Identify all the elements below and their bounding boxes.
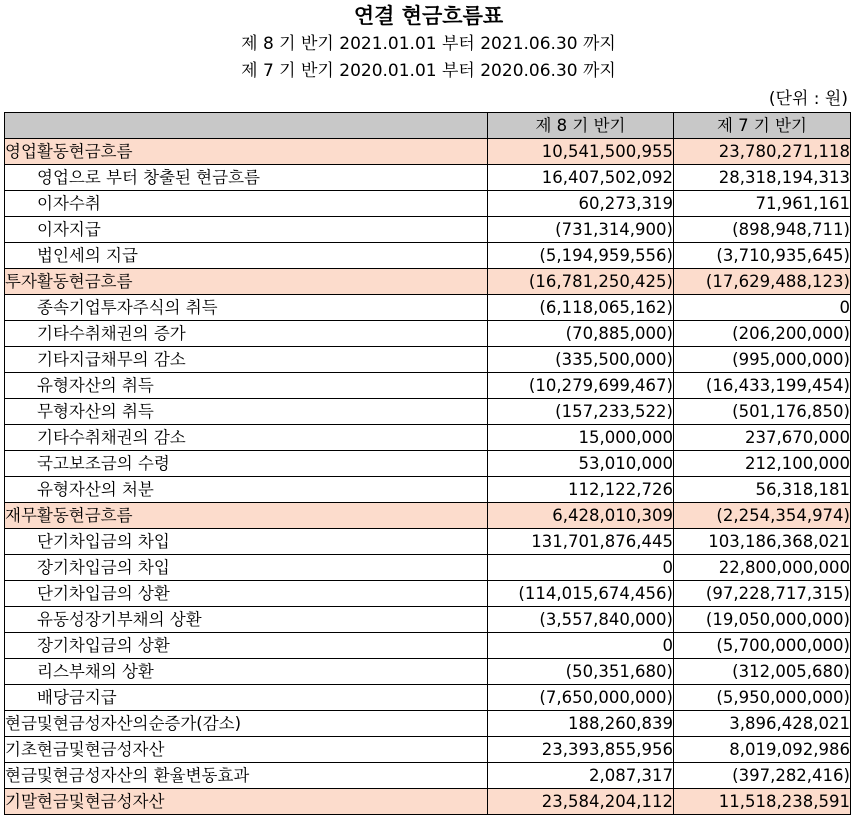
previous-value: (898,948,711) (674, 217, 851, 243)
current-value: 23,393,855,956 (488, 737, 674, 763)
cash-flow-table (4, 112, 851, 815)
section-row-ending-cash (5, 789, 851, 815)
current-value: (335,500,000) (488, 347, 674, 373)
row-label: 유형자산의 처분 (5, 477, 488, 503)
row-label: 현금및현금성자산의순증가(감소) (5, 711, 488, 737)
previous-value: (5,950,000,000) (674, 685, 851, 711)
current-value: (70,885,000) (488, 321, 674, 347)
previous-value: (5,700,000,000) (674, 633, 851, 659)
row-label: 유동성장기부채의 상환 (5, 607, 488, 633)
row-label: 기말현금및현금성자산 (5, 789, 488, 815)
header-current-period: 제 8 기 반기 (488, 113, 674, 139)
previous-value: 103,186,368,021 (674, 529, 851, 555)
current-value: 60,273,319 (488, 191, 674, 217)
previous-value: (397,282,416) (674, 763, 851, 789)
current-value: 15,000,000 (488, 425, 674, 451)
section-row-operating (5, 139, 851, 165)
row-label: 단기차입금의 상환 (5, 581, 488, 607)
previous-value: (501,176,850) (674, 399, 851, 425)
previous-value: 71,961,161 (674, 191, 851, 217)
period-previous: 제 7 기 반기 2020.01.01 부터 2020.06.30 까지 (241, 61, 616, 81)
current-value: 10,541,500,955 (488, 139, 674, 165)
table-row (5, 711, 851, 737)
previous-value: 3,896,428,021 (674, 711, 851, 737)
row-label: 기타수취채권의 감소 (5, 425, 488, 451)
row-label: 기초현금및현금성자산 (5, 737, 488, 763)
statement-title: 연결 현금흐름표 (353, 4, 504, 28)
table-header-row (5, 113, 851, 139)
table-row (5, 347, 851, 373)
table-row (5, 191, 851, 217)
current-value: (50,351,680) (488, 659, 674, 685)
row-label: 장기차입금의 상환 (5, 633, 488, 659)
previous-value: (206,200,000) (674, 321, 851, 347)
period-current: 제 8 기 반기 2021.01.01 부터 2021.06.30 까지 (241, 34, 616, 54)
current-value: (10,279,699,467) (488, 373, 674, 399)
table-row (5, 659, 851, 685)
row-label: 장기차입금의 차입 (5, 555, 488, 581)
row-label: 기타지급채무의 감소 (5, 347, 488, 373)
table-row (5, 399, 851, 425)
previous-value: 0 (674, 295, 851, 321)
row-label: 영업활동현금흐름 (5, 139, 488, 165)
previous-value: 56,318,181 (674, 477, 851, 503)
row-label: 현금및현금성자산의 환율변동효과 (5, 763, 488, 789)
previous-value: (995,000,000) (674, 347, 851, 373)
table-row (5, 529, 851, 555)
current-value: 53,010,000 (488, 451, 674, 477)
table-row (5, 451, 851, 477)
row-label: 유형자산의 취득 (5, 373, 488, 399)
row-label: 무형자산의 취득 (5, 399, 488, 425)
table-row (5, 165, 851, 191)
row-label: 영업으로 부터 창출된 현금흐름 (5, 165, 488, 191)
row-label: 단기차입금의 차입 (5, 529, 488, 555)
section-row-investing (5, 269, 851, 295)
row-label: 배당금지급 (5, 685, 488, 711)
current-value: (7,650,000,000) (488, 685, 674, 711)
header-previous-period: 제 7 기 반기 (674, 113, 851, 139)
current-value: (731,314,900) (488, 217, 674, 243)
row-label: 종속기업투자주식의 취득 (5, 295, 488, 321)
previous-value: (19,050,000,000) (674, 607, 851, 633)
current-value: 2,087,317 (488, 763, 674, 789)
row-label: 이자지급 (5, 217, 488, 243)
row-label: 투자활동현금흐름 (5, 269, 488, 295)
previous-value: (3,710,935,645) (674, 243, 851, 269)
previous-value: (2,254,354,974) (674, 503, 851, 529)
current-value: 23,584,204,112 (488, 789, 674, 815)
table-row (5, 737, 851, 763)
current-value: (5,194,959,556) (488, 243, 674, 269)
current-value: (3,557,840,000) (488, 607, 674, 633)
previous-value: (17,629,488,123) (674, 269, 851, 295)
section-row-financing (5, 503, 851, 529)
previous-value: 212,100,000 (674, 451, 851, 477)
table-row (5, 373, 851, 399)
current-value: (6,118,065,162) (488, 295, 674, 321)
table-row (5, 555, 851, 581)
table-row (5, 295, 851, 321)
current-value: 0 (488, 633, 674, 659)
unit-label: (단위 : 원) (768, 89, 848, 109)
current-value: 112,122,726 (488, 477, 674, 503)
table-row (5, 425, 851, 451)
current-value: 16,407,502,092 (488, 165, 674, 191)
row-label: 기타수취채권의 증가 (5, 321, 488, 347)
current-value: 131,701,876,445 (488, 529, 674, 555)
table-row (5, 321, 851, 347)
table-row (5, 477, 851, 503)
row-label: 리스부채의 상환 (5, 659, 488, 685)
table-row (5, 217, 851, 243)
row-label: 법인세의 지급 (5, 243, 488, 269)
row-label: 재무활동현금흐름 (5, 503, 488, 529)
table-row (5, 243, 851, 269)
row-label: 국고보조금의 수령 (5, 451, 488, 477)
current-value: (114,015,674,456) (488, 581, 674, 607)
previous-value: 11,518,238,591 (674, 789, 851, 815)
row-label: 이자수취 (5, 191, 488, 217)
previous-value: (97,228,717,315) (674, 581, 851, 607)
table-row (5, 581, 851, 607)
previous-value: (16,433,199,454) (674, 373, 851, 399)
current-value: 188,260,839 (488, 711, 674, 737)
previous-value: (312,005,680) (674, 659, 851, 685)
previous-value: 28,318,194,313 (674, 165, 851, 191)
table-row (5, 607, 851, 633)
table-row (5, 633, 851, 659)
current-value: (157,233,522) (488, 399, 674, 425)
previous-value: 8,019,092,986 (674, 737, 851, 763)
previous-value: 23,780,271,118 (674, 139, 851, 165)
current-value: (16,781,250,425) (488, 269, 674, 295)
header-label-column (5, 113, 488, 139)
previous-value: 237,670,000 (674, 425, 851, 451)
current-value: 0 (488, 555, 674, 581)
table-row (5, 763, 851, 789)
table-row (5, 685, 851, 711)
current-value: 6,428,010,309 (488, 503, 674, 529)
previous-value: 22,800,000,000 (674, 555, 851, 581)
